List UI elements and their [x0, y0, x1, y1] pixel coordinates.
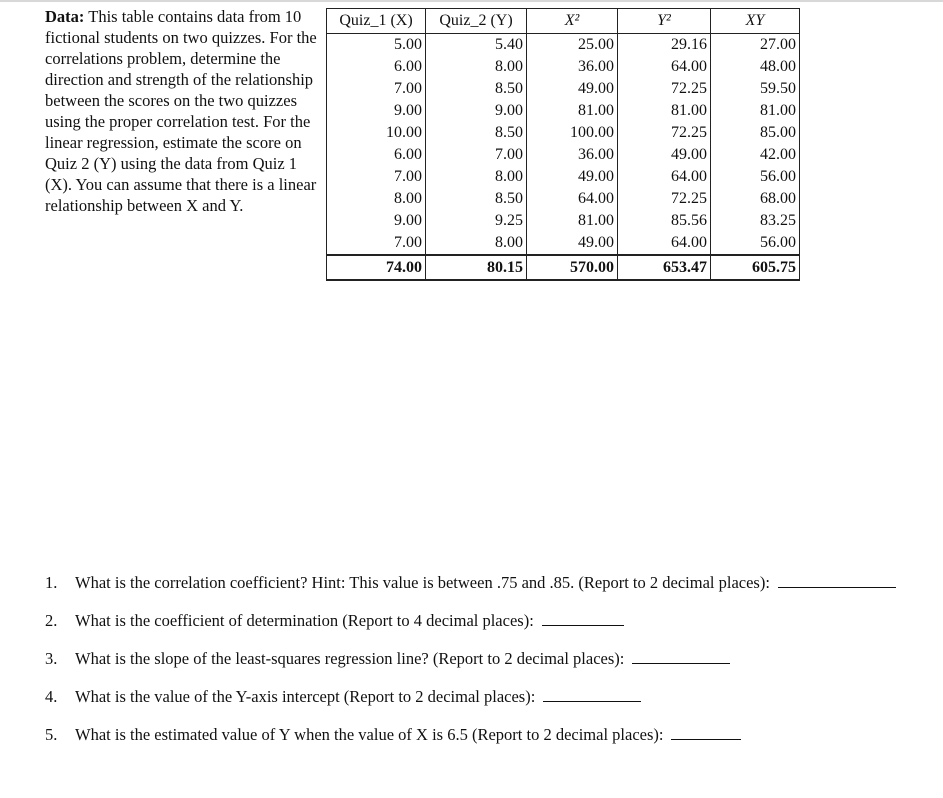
header-quiz1: Quiz_1 (X) — [327, 9, 426, 34]
table-totals-row — [327, 255, 800, 280]
y-squared-cell: 64.00 — [618, 232, 711, 255]
quiz1-cell: 7.00 — [327, 232, 426, 255]
answer-blank[interactable] — [543, 687, 641, 702]
table-row — [327, 122, 800, 144]
quiz2-cell: 8.50 — [426, 122, 527, 144]
table-header-row — [327, 9, 800, 34]
table-row — [327, 210, 800, 232]
quiz2-cell: 8.00 — [426, 232, 527, 255]
quiz-data-table — [326, 8, 800, 281]
quiz2-cell: 5.40 — [426, 34, 527, 57]
table-row — [327, 166, 800, 188]
question-text: What is the value of the Y-axis intercept (Report to 2 decimal places): — [75, 687, 536, 706]
x-squared-cell: 49.00 — [527, 232, 618, 255]
quiz1-cell: 7.00 — [327, 166, 426, 188]
question-item — [45, 648, 915, 669]
y-squared-cell: 64.00 — [618, 166, 711, 188]
y-squared-cell: 29.16 — [618, 34, 711, 57]
data-description-text: This table contains data from 10 fictional students on two quizzes. For the correlations problem, determine the direction and strength of the relationship between the scores on the two quizzes using the proper correlation test. For the linear regression, estimate the score on Quiz 2 (Y) using the data from Quiz 1 (X). You can assume that there is a linear relationship between X and Y. — [45, 7, 317, 215]
y-squared-cell: 81.00 — [618, 100, 711, 122]
quiz2-cell: 9.00 — [426, 100, 527, 122]
xy-cell: 83.25 — [711, 210, 800, 232]
y-squared-cell: 49.00 — [618, 144, 711, 166]
question-text: What is the slope of the least-squares regression line? (Report to 2 decimal places): — [75, 649, 625, 668]
question-item — [45, 724, 915, 745]
xy-cell: 27.00 — [711, 34, 800, 57]
answer-blank[interactable] — [632, 649, 730, 664]
quiz1-cell: 8.00 — [327, 188, 426, 210]
data-label: Data: — [45, 7, 85, 26]
x-squared-cell: 49.00 — [527, 166, 618, 188]
question-number: 3. — [45, 649, 58, 668]
quiz1-cell: 9.00 — [327, 210, 426, 232]
table-row — [327, 34, 800, 57]
quiz1-cell: 5.00 — [327, 34, 426, 57]
xy-cell: 56.00 — [711, 166, 800, 188]
xy-cell: 68.00 — [711, 188, 800, 210]
xy-cell: 85.00 — [711, 122, 800, 144]
x-squared-cell: 36.00 — [527, 144, 618, 166]
header-quiz2: Quiz_2 (Y) — [426, 9, 527, 34]
question-number: 5. — [45, 725, 58, 744]
question-text: What is the estimated value of Y when the value of X is 6.5 (Report to 2 decimal places): — [75, 725, 664, 744]
y-squared-cell: 72.25 — [618, 78, 711, 100]
xy-cell: 59.50 — [711, 78, 800, 100]
x-squared-cell: 25.00 — [527, 34, 618, 57]
x-squared-cell: 81.00 — [527, 100, 618, 122]
total-xy-cell: 605.75 — [711, 255, 800, 280]
page-top-border — [0, 0, 943, 2]
question-number: 1. — [45, 573, 58, 592]
y-squared-cell: 72.25 — [618, 188, 711, 210]
table-row — [327, 144, 800, 166]
answer-blank[interactable] — [542, 611, 624, 626]
table-row — [327, 56, 800, 78]
x-squared-cell: 64.00 — [527, 188, 618, 210]
total-quiz1-cell: 74.00 — [327, 255, 426, 280]
question-number: 4. — [45, 687, 58, 706]
quiz2-cell: 7.00 — [426, 144, 527, 166]
answer-blank[interactable] — [778, 573, 896, 588]
header-xy: XY — [711, 9, 800, 34]
y-squared-cell: 64.00 — [618, 56, 711, 78]
table-row — [327, 78, 800, 100]
xy-cell: 81.00 — [711, 100, 800, 122]
total-x-squared-cell: 570.00 — [527, 255, 618, 280]
x-squared-cell: 100.00 — [527, 122, 618, 144]
question-number: 2. — [45, 611, 58, 630]
question-item — [45, 610, 915, 631]
xy-cell: 48.00 — [711, 56, 800, 78]
quiz2-cell: 9.25 — [426, 210, 527, 232]
y-squared-cell: 85.56 — [618, 210, 711, 232]
table-row — [327, 100, 800, 122]
quiz2-cell: 8.00 — [426, 166, 527, 188]
x-squared-cell: 36.00 — [527, 56, 618, 78]
quiz1-cell: 7.00 — [327, 78, 426, 100]
quiz1-cell: 6.00 — [327, 56, 426, 78]
quiz2-cell: 8.00 — [426, 56, 527, 78]
quiz2-cell: 8.50 — [426, 188, 527, 210]
question-text: What is the correlation coefficient? Hint: This value is between .75 and .85. (Report to 2 decimal places): — [75, 573, 770, 592]
quiz1-cell: 10.00 — [327, 122, 426, 144]
xy-cell: 56.00 — [711, 232, 800, 255]
y-squared-cell: 72.25 — [618, 122, 711, 144]
x-squared-cell: 81.00 — [527, 210, 618, 232]
answer-blank[interactable] — [671, 725, 741, 740]
question-list — [45, 572, 915, 745]
quiz1-cell: 6.00 — [327, 144, 426, 166]
header-x-squared: X² — [527, 9, 618, 34]
table-row — [327, 232, 800, 255]
quiz2-cell: 8.50 — [426, 78, 527, 100]
total-quiz2-cell: 80.15 — [426, 255, 527, 280]
header-y-squared: Y² — [618, 9, 711, 34]
data-description — [45, 6, 317, 216]
question-item — [45, 572, 915, 593]
question-item — [45, 686, 915, 707]
table-row — [327, 188, 800, 210]
xy-cell: 42.00 — [711, 144, 800, 166]
x-squared-cell: 49.00 — [527, 78, 618, 100]
total-y-squared-cell: 653.47 — [618, 255, 711, 280]
question-text: What is the coefficient of determination (Report to 4 decimal places): — [75, 611, 534, 630]
quiz1-cell: 9.00 — [327, 100, 426, 122]
